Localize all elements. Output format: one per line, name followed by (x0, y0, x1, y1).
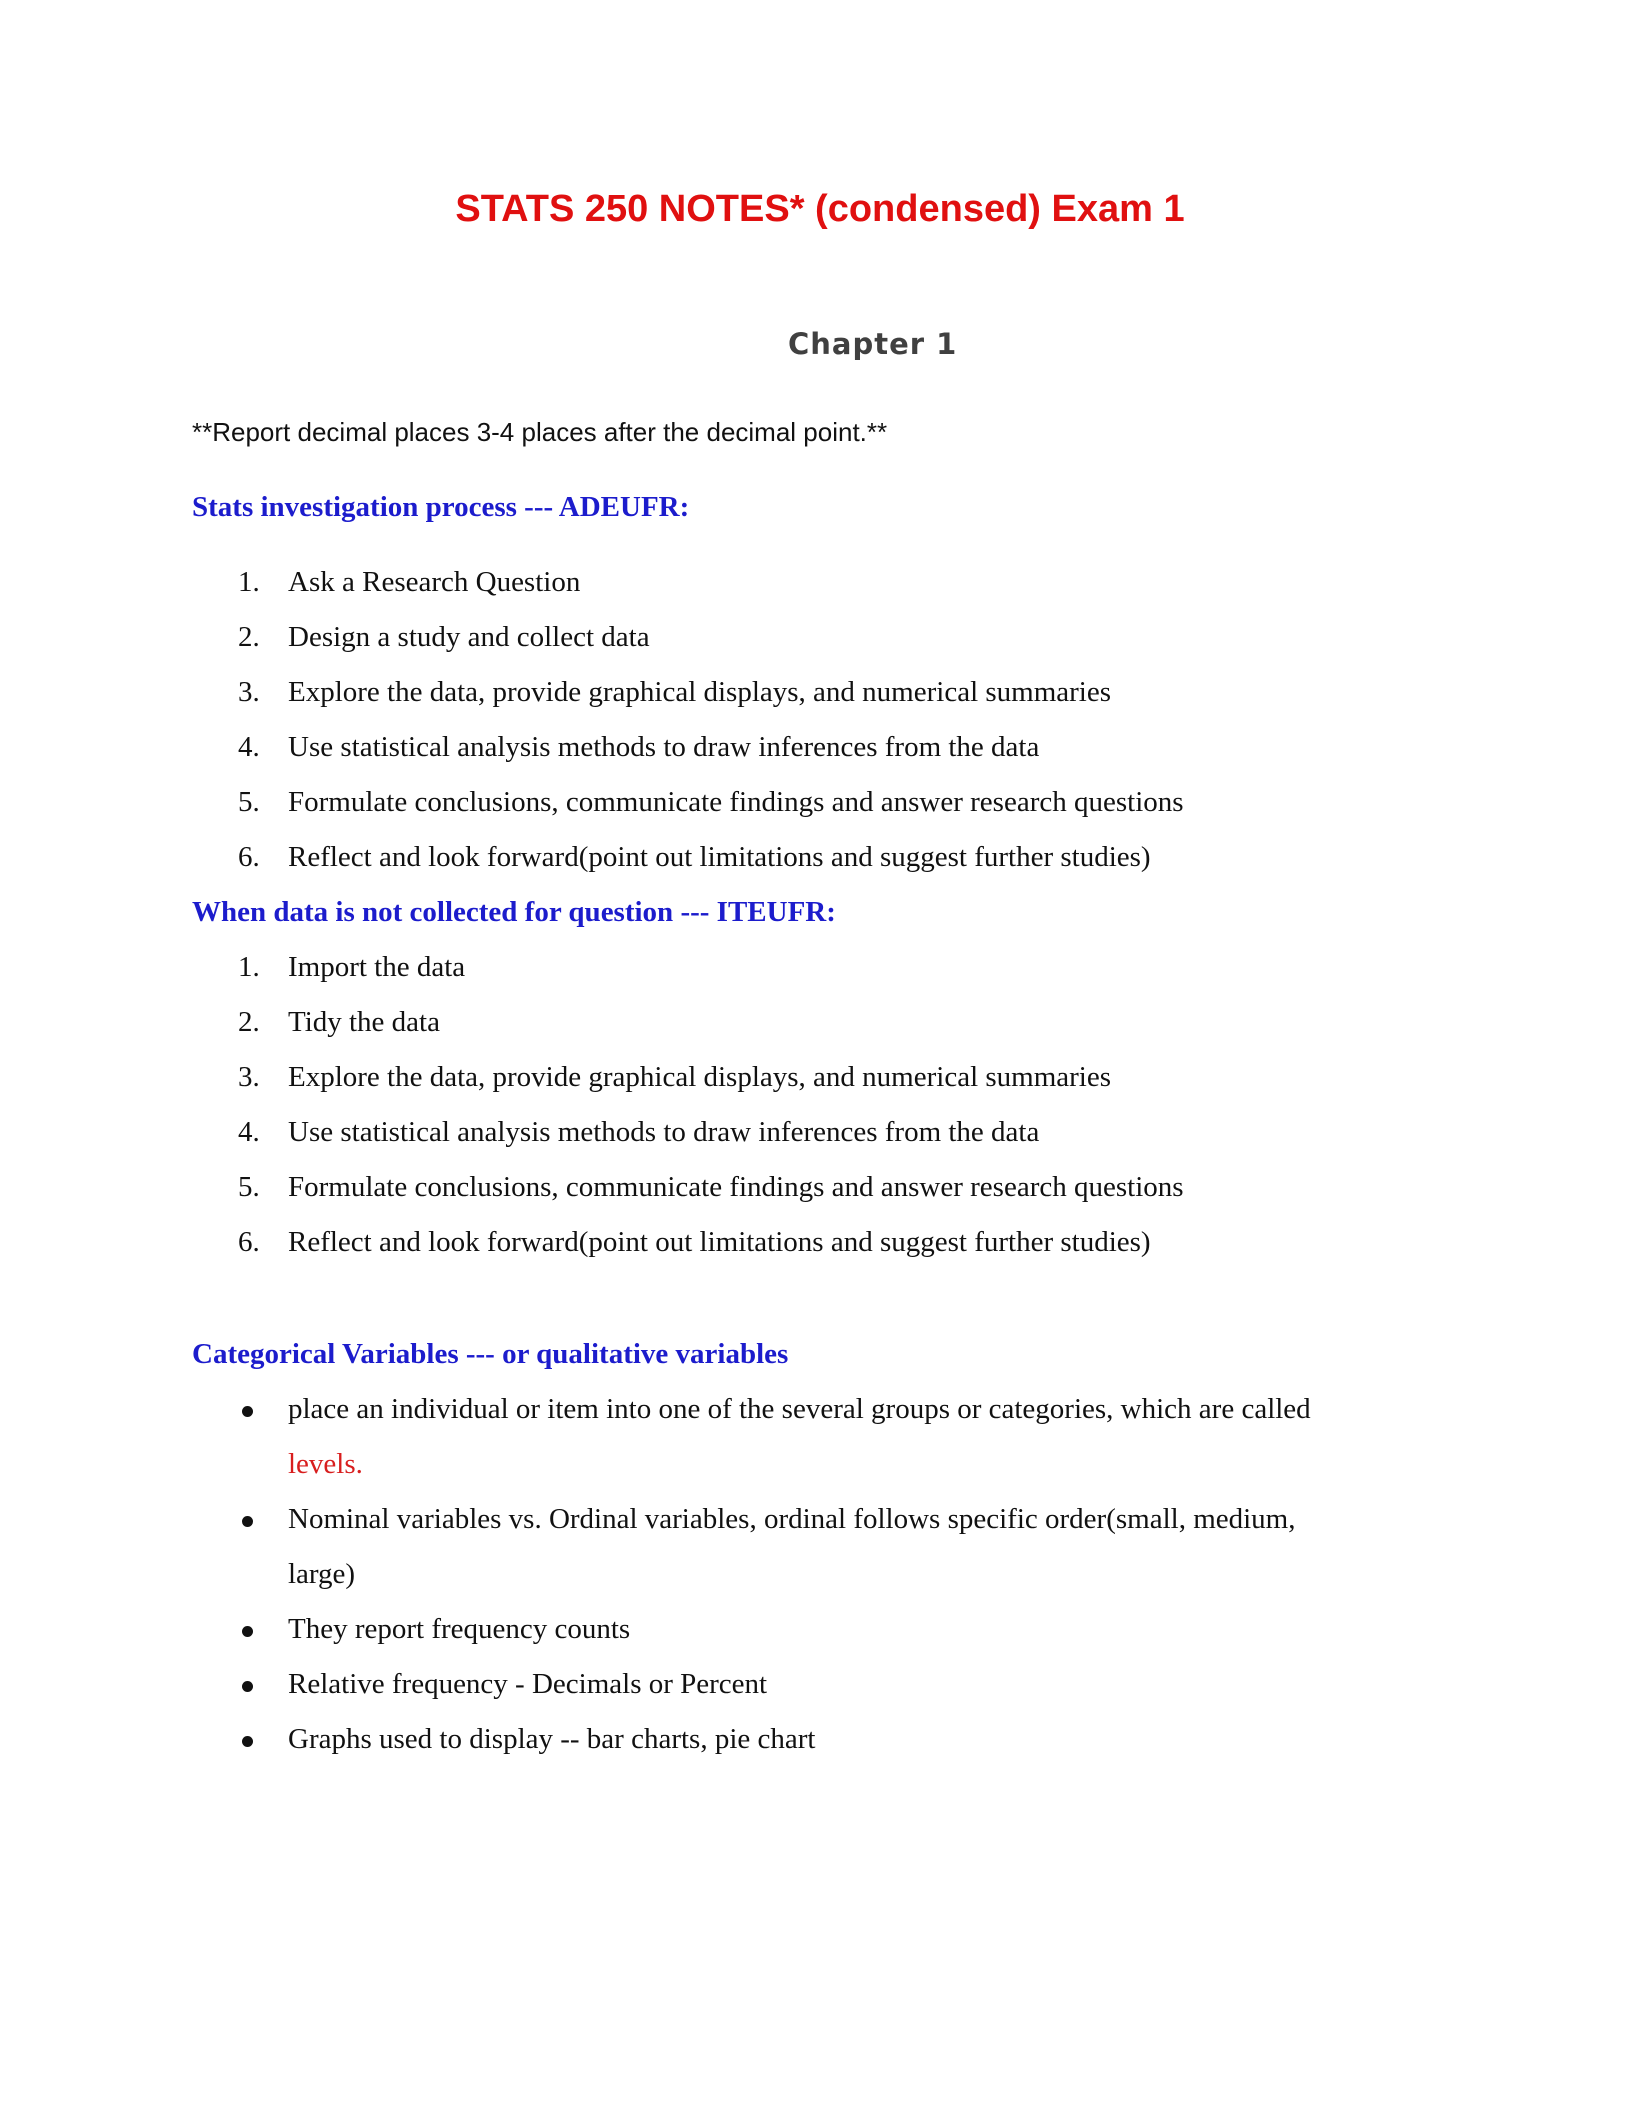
item-text: Import the data (288, 951, 466, 983)
item-text-line: place an individual or item into one of the several groups or categories, which are called (288, 1393, 1311, 1425)
item-number: 1. (238, 566, 260, 598)
bullet-icon (242, 1516, 253, 1527)
list-item (0, 1602, 1640, 1657)
section-heading-iteufr: When data is not collected for question --- ITEUFR: (192, 896, 836, 928)
list-item (0, 1050, 1640, 1105)
item-text (288, 1492, 1438, 1602)
list-item (0, 775, 1640, 830)
document-title: STATS 250 NOTES* (condensed) Exam 1 (455, 188, 1185, 230)
bullet-icon (242, 1626, 253, 1637)
item-number: 6. (238, 1226, 260, 1258)
item-number: 2. (238, 1006, 260, 1038)
item-text-line: large) (288, 1558, 356, 1590)
list-item (0, 1105, 1640, 1160)
item-text: Use statistical analysis methods to draw inferences from the data (288, 1116, 1040, 1148)
bullet-icon (242, 1681, 253, 1692)
item-number: 4. (238, 1116, 260, 1148)
item-text: Design a study and collect data (288, 621, 650, 653)
section-heading-categorical: Categorical Variables --- or qualitative variables (192, 1338, 789, 1370)
item-text: Explore the data, provide graphical displays, and numerical summaries (288, 1061, 1112, 1093)
list-item (0, 1712, 1640, 1767)
list-item (0, 830, 1640, 885)
list-item (0, 610, 1640, 665)
item-text: Explore the data, provide graphical displays, and numerical summaries (288, 676, 1112, 708)
item-text: Relative frequency - Decimals or Percent (288, 1668, 768, 1700)
item-text: Formulate conclusions, communicate findings and answer research questions (288, 786, 1184, 818)
list-item (0, 995, 1640, 1050)
item-number: 6. (238, 841, 260, 873)
categorical-bullet-list (0, 1382, 1640, 1767)
list-item (0, 1492, 1640, 1602)
list-item (0, 1382, 1640, 1492)
item-number: 2. (238, 621, 260, 653)
list-item (0, 1657, 1640, 1712)
item-number: 5. (238, 786, 260, 818)
item-text: They report frequency counts (288, 1613, 631, 1645)
list-item (0, 1215, 1640, 1270)
levels-term: levels. (288, 1448, 363, 1480)
list-item (0, 720, 1640, 775)
item-text: Ask a Research Question (288, 566, 581, 598)
item-number: 3. (238, 676, 260, 708)
item-text: Use statistical analysis methods to draw inferences from the data (288, 731, 1040, 763)
iteufr-list (0, 940, 1640, 1270)
item-number: 3. (238, 1061, 260, 1093)
item-text: Graphs used to display -- bar charts, pie chart (288, 1723, 816, 1755)
item-text-line: Nominal variables vs. Ordinal variables, ordinal follows specific order(small, medium, (288, 1503, 1296, 1535)
list-item (0, 940, 1640, 995)
item-text: Formulate conclusions, communicate findings and answer research questions (288, 1171, 1184, 1203)
section-heading-adeufr: Stats investigation process --- ADEUFR: (192, 491, 690, 523)
item-text: Reflect and look forward(point out limitations and suggest further studies) (288, 1226, 1151, 1258)
bullet-icon (242, 1736, 253, 1747)
list-item (0, 665, 1640, 720)
item-text: Reflect and look forward(point out limitations and suggest further studies) (288, 841, 1151, 873)
decimal-note: **Report decimal places 3-4 places after the decimal point.** (192, 417, 888, 447)
adeufr-list (0, 555, 1640, 885)
list-item (0, 555, 1640, 610)
item-number: 1. (238, 951, 260, 983)
item-text (288, 1382, 1438, 1492)
item-text: Tidy the data (288, 1006, 440, 1038)
item-number: 5. (238, 1171, 260, 1203)
list-item (0, 1160, 1640, 1215)
item-number: 4. (238, 731, 260, 763)
bullet-icon (242, 1406, 253, 1417)
chapter-heading: Chapter 1 (788, 327, 958, 361)
